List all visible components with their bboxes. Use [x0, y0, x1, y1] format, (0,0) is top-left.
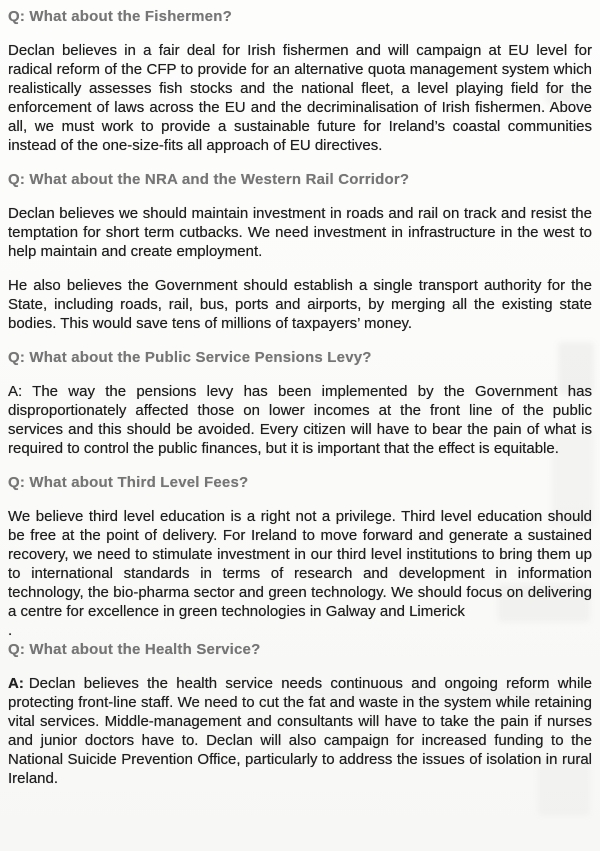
answer-paragraph [8, 507, 592, 621]
question-heading: Q: What about Third Level Fees? [8, 474, 249, 491]
qa-section-pensions-levy [8, 348, 592, 458]
qa-section-nra-rail [8, 170, 592, 333]
question-heading: Q: What about the Health Service? [8, 641, 261, 658]
answer-paragraph [8, 204, 592, 261]
answer-text: Declan believes in a fair deal for Irish fishermen and will campaign at EU level for radical reform of the CFP to provide for an alternative quota management system which realistically assesses fish stocks and the national fleet, a level playing field for the enforcement of laws across the EU and the decriminalisation of Irish fishermen. Above all, we must work to provide a sustainable future for Ireland’s coastal communities instead of the one-size-fits all approach of EU directives. [8, 42, 592, 154]
answer-text: We believe third level education is a right not a privilege. Third level education should be free at the point of delivery. For Ireland to move forward and generate a sustained recovery, we need to stimulate investment in our third level institutions to bring them up to international standards in terms of research and development in information technology, the bio-pharma sector and green technology. We should focus on delivering a centre for excellence in green technologies in Galway and Limerick [8, 508, 592, 620]
answer-paragraph [8, 276, 592, 333]
answer-text: Declan believes we should maintain investment in roads and rail on track and resist the temptation for short term cutbacks. We need investment in infrastructure in the west to help maintain and create employment. [8, 205, 592, 260]
answer-text: A: The way the pensions levy has been implemented by the Government has disproportionately affected those on lower incomes at the front line of the public services and this should be avoided. Every citizen will have to bear the pain of what is required to control the public finances, but it is important that the effect is equitable. [8, 383, 592, 457]
qa-section-third-level-fees [8, 473, 592, 640]
answer-paragraph [8, 41, 592, 155]
answer-text: Declan believes the health service needs continuous and ongoing reform while protecting front-line staff. We need to cut the fat and waste in the system while retaining vital services. Middle-management and consultants will have to take the pain if nurses and junior doctors have to. Declan will also campaign for increased funding to the National Suicide Prevention Office, particularly to address the issues of isolation in rural Ireland. [8, 675, 592, 787]
answer-paragraph [8, 674, 592, 788]
qa-section-fishermen [8, 7, 592, 155]
question-heading: Q: What about the NRA and the Western Rail Corridor? [8, 171, 410, 188]
question-heading: Q: What about the Public Service Pensions Levy? [8, 349, 372, 366]
stray-period-line [8, 621, 592, 640]
answer-text: . [8, 622, 13, 639]
answer-paragraph [8, 382, 592, 458]
qa-section-health-service [8, 640, 592, 788]
question-heading: Q: What about the Fishermen? [8, 8, 232, 25]
answer-text: He also believes the Government should establish a single transport authority for the State, including roads, rail, bus, ports and airports, by merging all the existing state bodies. This would save tens of millions of taxpayers’ money. [8, 277, 592, 332]
answer-prefix: A: [8, 675, 24, 692]
